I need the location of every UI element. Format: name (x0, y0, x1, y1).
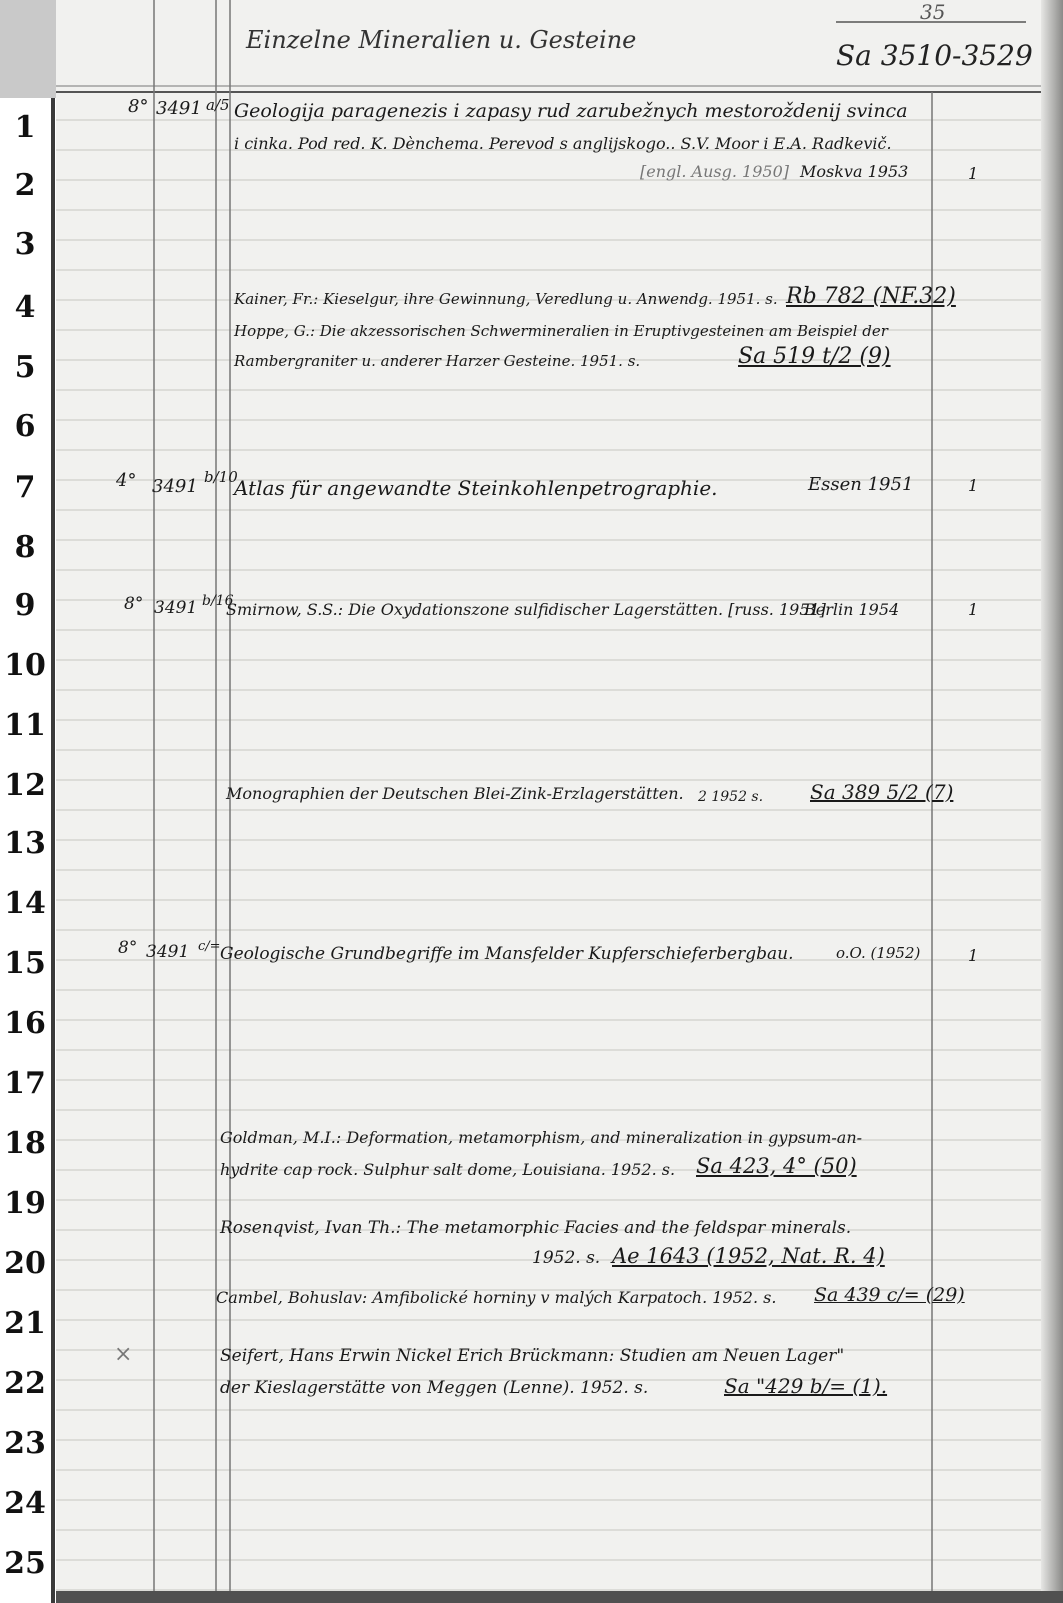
entry-line: Cambel, Bohuslav: Amfibolické horniny v malých Karpatoch. 1952. s. (216, 1288, 777, 1307)
row-number: 18 (4, 1126, 46, 1161)
entry-line: hydrite cap rock. Sulphur salt dome, Louisiana. 1952. s. (220, 1160, 676, 1179)
entry-sub: a/5 (206, 96, 230, 114)
row-number: 3 (14, 227, 36, 262)
gutter-header-block (0, 0, 56, 98)
row-number: 20 (4, 1246, 46, 1281)
entry-count: 1 (968, 600, 979, 619)
row-number: 7 (14, 470, 36, 505)
entry-count: 1 (968, 164, 979, 183)
entry-sub: b/16 (202, 593, 234, 609)
entry-mark: × (114, 1342, 133, 1367)
entry-extra: 2 1952 s. (698, 789, 764, 805)
page-number: 35 (920, 0, 946, 24)
row-number: 10 (4, 648, 46, 683)
entry-line: Geologija paragenezis i zapasy rud zarubežnych mestoroždenij svinca (234, 100, 908, 122)
entry-line: Smirnow, S.S.: Die Oxydationszone sulfidischer Lagerstätten. [russ. 1951] (226, 600, 826, 619)
entry-line: Geologische Grundbegriffe im Mansfelder Kupferschieferbergbau. (220, 944, 794, 964)
page-bottom-edge (56, 1591, 1063, 1603)
entry-signature: Sa "429 b/= (1). (724, 1374, 888, 1398)
entry-line: Atlas für angewandte Steinkohlenpetrographie. (234, 476, 718, 500)
row-number: 2 (14, 168, 36, 203)
row-number: 4 (14, 290, 36, 325)
row-number: 24 (4, 1486, 46, 1521)
entry-line: Rosenqvist, Ivan Th.: The metamorphic Facies and the feldspar minerals. (220, 1218, 852, 1238)
row-number: 9 (14, 588, 36, 623)
entry-count: 1 (968, 476, 979, 495)
entry-number: 3491 (154, 598, 198, 618)
page-title: Einzelne Mineralien u. Gesteine (246, 26, 637, 54)
row-number: 17 (4, 1066, 46, 1101)
row-number: 23 (4, 1426, 46, 1461)
row-number: 21 (4, 1306, 46, 1341)
signature-range: Sa 3510-3529 (836, 39, 1033, 72)
gutter-edge (51, 98, 55, 1603)
entry-signature: Sa 519 t/2 (9) (738, 344, 891, 369)
entry-place: Moskva 1953 (800, 162, 909, 181)
entry-number: 3491 (152, 476, 198, 497)
row-number: 6 (14, 409, 36, 444)
entry-signature: Sa 389 5/2 (7) (810, 780, 954, 804)
entry-line: i cinka. Pod red. K. Dènchema. Perevod s anglijskogo.. S.V. Moor i E.A. Radkevič. (234, 134, 892, 153)
entry-sub: c/= (198, 939, 221, 954)
entry-format: 8° (124, 594, 144, 614)
entry-format: 8° (128, 96, 149, 117)
row-number: 16 (4, 1006, 46, 1041)
entry-line: Goldman, M.I.: Deformation, metamorphism, and mineralization in gypsum-an- (220, 1128, 863, 1147)
entry-place: Berlin 1954 (804, 600, 900, 619)
entry-place: o.O. (1952) (836, 944, 921, 962)
entry-count: 1 (968, 946, 979, 965)
row-number: 22 (4, 1366, 46, 1401)
row-number: 19 (4, 1186, 46, 1221)
entry-signature: Sa 439 c/= (29) (814, 1284, 965, 1306)
entry-line: der Kieslagerstätte von Meggen (Lenne). 1952. s. (220, 1378, 649, 1398)
ledger-page (56, 0, 1063, 1603)
entry-note: [engl. Ausg. 1950] (640, 162, 789, 181)
row-number: 5 (14, 350, 36, 385)
entry-format: 8° (118, 938, 138, 958)
entry-signature: Rb 782 (NF.32) (786, 284, 956, 309)
page-binding-shadow (1041, 0, 1063, 1603)
entry-number: 3491 (146, 942, 190, 962)
row-number: 11 (4, 708, 46, 743)
entry-line: 1952. s. (532, 1248, 601, 1268)
entry-line: Monographien der Deutschen Blei-Zink-Erzlagerstätten. (226, 784, 684, 803)
entry-line: Rambergraniter u. anderer Harzer Gesteine. 1951. s. (234, 352, 641, 370)
row-number: 1 (14, 110, 36, 145)
entry-sub: b/10 (204, 468, 238, 486)
row-number-gutter (0, 0, 56, 1603)
entry-signature: Ae 1643 (1952, Nat. R. 4) (612, 1244, 885, 1268)
row-number: 8 (14, 530, 36, 565)
row-number: 12 (4, 768, 46, 803)
entry-number: 3491 (156, 98, 202, 119)
row-number: 13 (4, 826, 46, 861)
entry-line: Hoppe, G.: Die akzessorischen Schwermineralien in Eruptivgesteinen am Beispiel der (234, 322, 888, 340)
row-number: 14 (4, 886, 46, 921)
entry-line: Kainer, Fr.: Kieselgur, ihre Gewinnung, Veredlung u. Anwendg. 1951. s. (234, 290, 778, 308)
entry-place: Essen 1951 (808, 474, 914, 495)
entry-signature: Sa 423, 4° (50) (696, 1154, 857, 1178)
row-number: 25 (4, 1546, 46, 1581)
row-number: 15 (4, 946, 46, 981)
entry-line: Seifert, Hans Erwin Nickel Erich Brückmann: Studien am Neuen Lager" (220, 1346, 845, 1366)
entry-format: 4° (116, 470, 137, 491)
